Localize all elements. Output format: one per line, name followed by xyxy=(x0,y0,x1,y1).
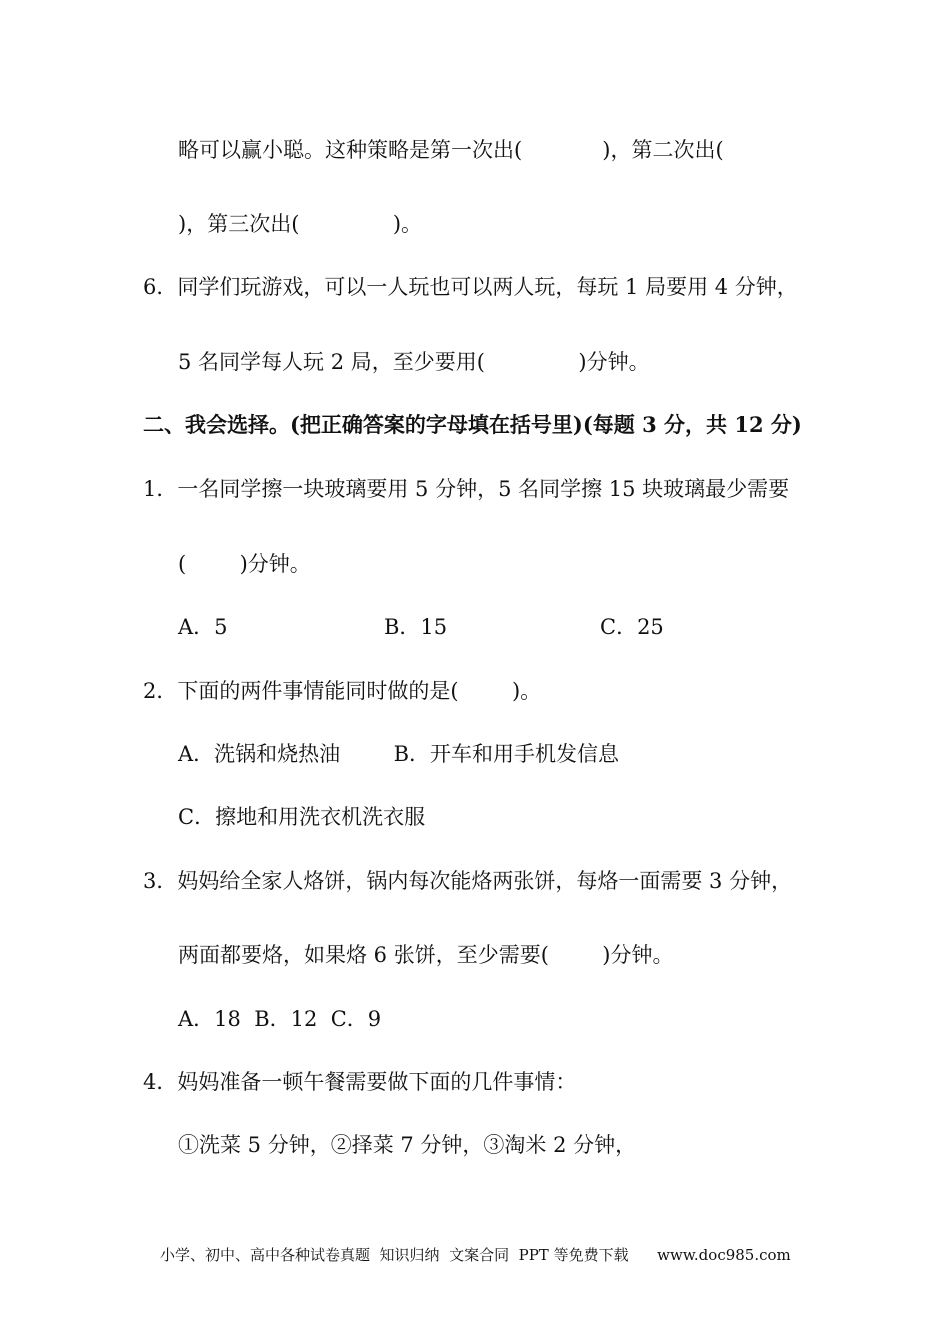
text-line: )，第三次出( )。 xyxy=(178,212,423,236)
question-6: 6．同学们玩游戏，可以一人玩也可以两人玩，每玩 1 局要用 4 分钟， xyxy=(143,275,798,299)
option-c: C．25 xyxy=(600,615,664,639)
question-2: 2．下面的两件事情能同时做的是( )。 xyxy=(143,679,542,703)
footer: 小学、初中、高中各种试卷真题 知识归纳 文案合同 PPT 等免费下载 www.doc985.com xyxy=(160,1246,791,1264)
section-heading: 二、我会选择。(把正确答案的字母填在括号里)(每题 3 分，共 12 分) xyxy=(143,412,802,437)
option-c: C．擦地和用洗衣机洗衣服 xyxy=(178,805,426,829)
text-line: ( )分钟。 xyxy=(178,552,311,576)
text-line: 两面都要烙，如果烙 6 张饼，至少需要( )分钟。 xyxy=(178,943,674,967)
text-line: 略可以赢小聪。这种策略是第一次出( )，第二次出( xyxy=(178,138,724,162)
options-ab: A．洗锅和烧热油 B．开车和用手机发信息 xyxy=(178,742,619,766)
text-line: 5 名同学每人玩 2 局，至少要用( )分钟。 xyxy=(178,350,650,374)
option-b: B．15 xyxy=(384,615,448,639)
option-a: A．5 xyxy=(178,615,228,639)
text-line: ①洗菜 5 分钟，②择菜 7 分钟，③淘米 2 分钟， xyxy=(178,1133,637,1157)
question-4: 4．妈妈准备一顿午餐需要做下面的几件事情： xyxy=(143,1070,577,1094)
options: A．18 B．12 C．9 xyxy=(178,1007,382,1031)
question-1: 1．一名同学擦一块玻璃要用 5 分钟，5 名同学擦 15 块玻璃最少需要 xyxy=(143,477,790,501)
question-3: 3．妈妈给全家人烙饼，锅内每次能烙两张饼，每烙一面需要 3 分钟， xyxy=(143,869,793,893)
